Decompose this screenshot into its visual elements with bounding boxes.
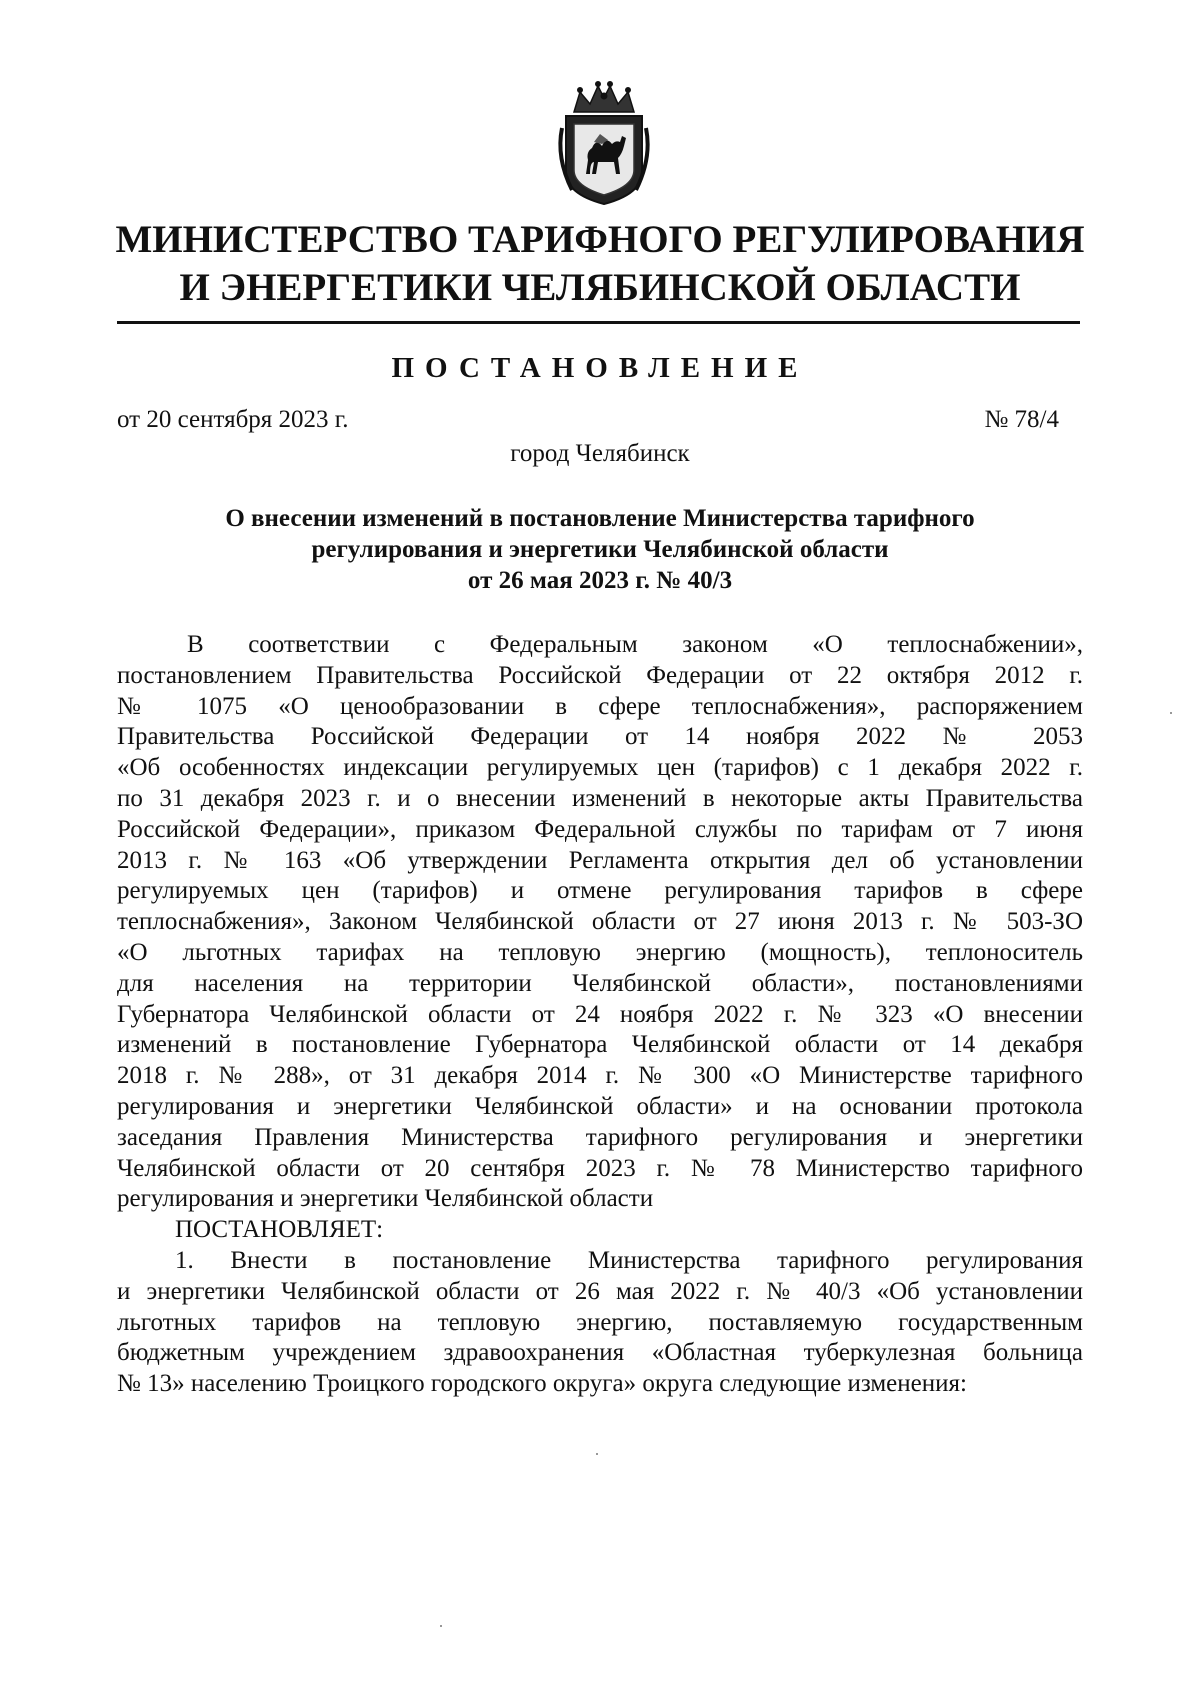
preamble-line: «Об особенностях индексации регулируемых цен (тарифов) с 1 декабря 2022 г.: [117, 754, 1083, 782]
preamble-line: 2018 г. № 288», от 31 декабря 2014 г. № 300 «О Министерстве тарифного: [117, 1062, 1083, 1090]
title-line: регулирования и энергетики Челябинской области: [311, 536, 889, 563]
preamble-line: регулируемых цен (тарифов) и отмене регулирования тарифов в сфере: [117, 877, 1083, 905]
preamble-line: Губернатора Челябинской области от 24 ноября 2022 г. № 323 «О внесении: [117, 1000, 1083, 1028]
ministry-name: [100, 216, 1100, 312]
document-number: № 78/4: [984, 406, 1059, 433]
preamble-line: изменений в постановление Губернатора Челябинской области от 14 декабря: [117, 1031, 1083, 1059]
document-city: город Челябинск: [510, 440, 690, 467]
header-divider: [117, 321, 1080, 324]
preamble-line: заседания Правления Министерства тарифного регулирования и энергетики: [117, 1123, 1083, 1151]
item-1-line: № 13» населению Троицкого городского округа» округа следующие изменения:: [117, 1370, 967, 1398]
document-date: от 20 сентября 2023 г.: [117, 406, 349, 433]
scan-speck: [440, 1625, 442, 1627]
document-body: [117, 630, 1083, 1400]
ministry-name-line-2: И ЭНЕРГЕТИКИ ЧЕЛЯБИНСКОЙ ОБЛАСТИ: [179, 266, 1021, 309]
item-1-line: и энергетики Челябинской области от 26 мая 2022 г. № 40/3 «Об установлении: [117, 1277, 1083, 1305]
preamble-line: «О льготных тарифах на тепловую энергию (мощность), теплоноситель: [117, 938, 1083, 966]
preamble-line: Челябинской области от 20 сентября 2023 г. № 78 Министерство тарифного: [117, 1154, 1083, 1182]
preamble-line: теплоснабжения», Законом Челябинской области от 27 июня 2013 г. № 503-ЗО: [117, 908, 1083, 936]
preamble-line: регулирования и энергетики Челябинской области: [117, 1185, 654, 1213]
decree-word: ПОСТАНОВЛЯЕТ:: [175, 1216, 384, 1244]
coat-of-arms-icon: [552, 78, 656, 206]
preamble-line: регулирования и энергетики Челябинской области» и на основании протокола: [117, 1092, 1083, 1120]
preamble-line: постановлением Правительства Российской Федерации от 22 октября 2012 г.: [117, 661, 1083, 689]
item-1-line: бюджетным учреждением здравоохранения «Областная туберкулезная больница: [117, 1339, 1083, 1367]
preamble-line: № 1075 «О ценообразовании в сфере теплоснабжения», распоряжением: [117, 692, 1083, 720]
scan-speck: [596, 1453, 598, 1455]
preamble-line: Правительства Российской Федерации от 14 ноября 2022 № 2053: [117, 723, 1083, 751]
title-line: О внесении изменений в постановление Министерства тарифного: [225, 505, 975, 532]
preamble-line: В соответствии с Федеральным законом «О теплоснабжении»,: [187, 631, 1083, 658]
scan-speck: [1170, 712, 1172, 714]
preamble-line: по 31 декабря 2023 г. и о внесении изменений в некоторые акты Правительства: [117, 784, 1083, 812]
title-line: от 26 мая 2023 г. № 40/3: [467, 567, 733, 594]
preamble-line: 2013 г. № 163 «Об утверждении Регламента открытия дел об установлении: [117, 846, 1083, 874]
preamble-line: Российской Федерации», приказом Федеральной службы по тарифам от 7 июня: [117, 815, 1083, 843]
document-title: [117, 503, 1083, 596]
document-type: ПОСТАНОВЛЕНИЕ: [391, 352, 809, 384]
item-1-line: льготных тарифов на тепловую энергию, поставляемую государственным: [117, 1308, 1083, 1336]
preamble-line: для населения на территории Челябинской области», постановлениями: [117, 969, 1083, 997]
ministry-name-line-1: МИНИСТЕРСТВО ТАРИФНОГО РЕГУЛИРОВАНИЯ: [115, 218, 1085, 261]
item-1-line: 1. Внести в постановление Министерства тарифного регулирования: [175, 1246, 1083, 1274]
